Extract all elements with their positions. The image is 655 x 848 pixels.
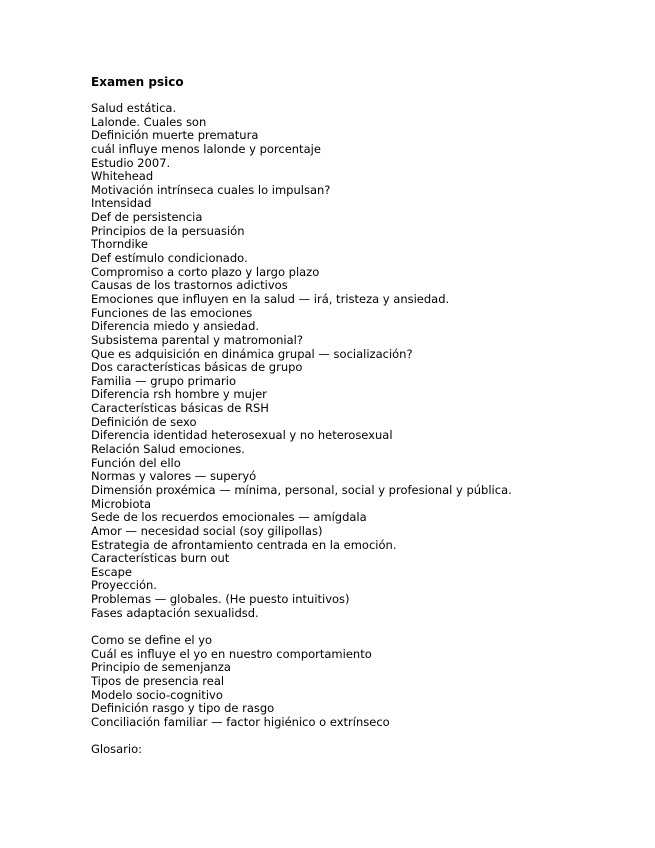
glosario-heading: Glosario: [91,742,143,757]
question-line: Definición rasgo y tipo de rasgo [91,701,275,716]
question-line: Def estímulo condicionado. [91,251,248,266]
question-line: Estudio 2007. [91,155,171,170]
question-line: Definición de sexo [91,414,197,429]
question-line: Tipos de presencia real [91,673,225,688]
question-list-1 [91,102,641,620]
question-line: Diferencia identidad heterosexual y no heterosexual [91,428,393,443]
question-line: Principios de la persuasión [91,223,245,238]
question-line: Def de persistencia [91,210,203,225]
question-line: Características básicas de RSH [91,401,269,416]
question-line: Dos características básicas de grupo [91,360,303,375]
question-line: Salud estática. [91,101,177,115]
question-line: Conciliación familiar — factor higiénico o extrínseco [91,714,390,729]
document-title: Examen psico [91,75,184,89]
question-line: Cuál es influye el yo en nuestro comportamiento [91,646,372,661]
blank-line [91,620,641,634]
question-line: Emociones que influyen en la salud — irá, tristeza y ansiedad. [91,291,450,306]
blank-line [91,729,641,743]
question-line: Microbiota [91,496,152,511]
question-line: Subsistema parental y matromonial? [91,332,303,347]
question-line: Amor — necesidad social (soy gilipollas) [91,523,323,538]
question-line: Whitehead [91,169,154,184]
question-line: Relación Salud emociones. [91,442,245,457]
question-line: Diferencia rsh hombre y mujer [91,387,267,402]
question-line: Estrategia de afrontamiento centrada en la emoción. [91,537,397,552]
question-line: Como se define el yo [91,632,213,647]
question-line: Thorndike [91,237,148,252]
question-line: Modelo socio-cognitivo [91,687,223,702]
question-line: Sede de los recuerdos emocionales — amígdala [91,510,367,525]
question-line: Fases adaptación sexualidsd. [91,605,259,620]
question-line: Intensidad [91,196,152,211]
question-line: Características burn out [91,551,230,566]
question-line: Función del ello [91,455,181,470]
question-line: Que es adquisición en dinámica grupal — socialización? [91,346,413,361]
question-line: Compromiso a corto plazo y largo plazo [91,264,320,279]
question-line: Escape [91,564,133,579]
question-line: Dimensión proxémica — mínima, personal, social y profesional y pública. [91,482,512,497]
question-line: Causas de los trastornos adictivos [91,278,288,293]
question-line: Diferencia miedo y ansiedad. [91,319,260,334]
question-list-2 [91,634,641,729]
question-line: Proyección. [91,578,157,593]
question-line: Funciones de las emociones [91,305,253,320]
question-line: Normas y valores — superyó [91,469,257,484]
question-line: cuál influye menos lalonde y porcentaje [91,141,321,156]
question-line: Problemas — globales. (He puesto intuitivos) [91,592,350,607]
question-line: Definición muerte prematura [91,128,259,143]
question-line: Lalonde. Cuales son [91,114,207,129]
question-line: Motivación intrínseca cuales lo impulsan? [91,182,331,197]
question-line: Principio de semenjanza [91,660,231,675]
question-line: Familia — grupo primario [91,373,236,388]
document-page [91,74,641,757]
